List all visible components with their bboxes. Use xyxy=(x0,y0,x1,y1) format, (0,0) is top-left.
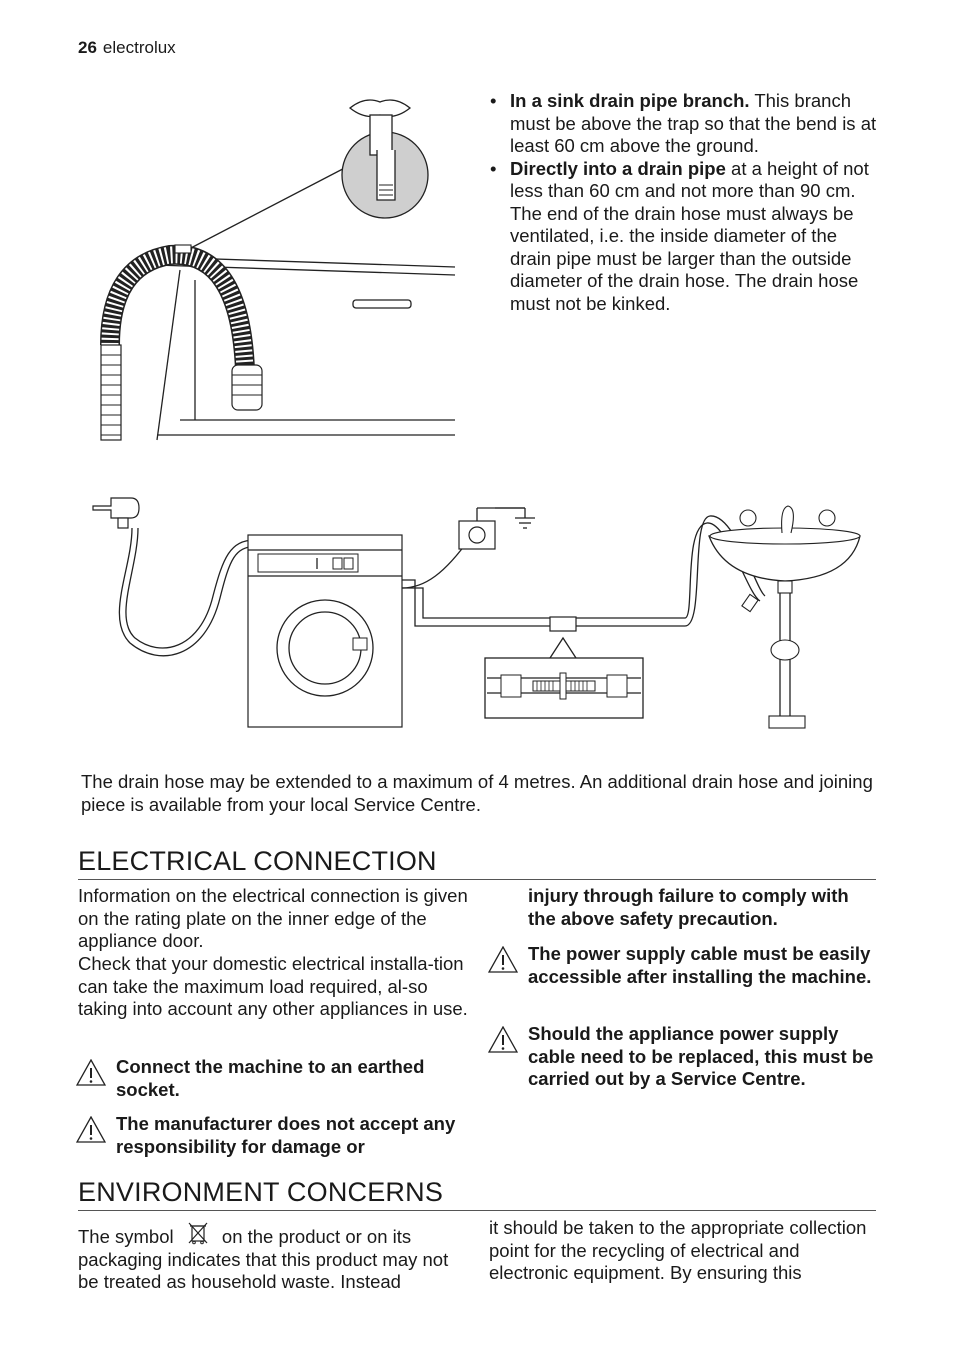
warning-manufacturer-continued: injury through failure to comply with the above safety precaution. xyxy=(528,885,849,929)
page-number: 26 xyxy=(78,38,97,57)
warning-earthed-socket: Connect the machine to an earthed socket. xyxy=(116,1056,476,1101)
warning-triangle-icon xyxy=(488,1026,518,1053)
electrical-paragraph-2: Check that your domestic electrical installa-tion can take the maximum load required, al-so taking into account any other appliances in use. xyxy=(78,953,468,1019)
warning-triangle-icon xyxy=(488,946,518,973)
environment-paragraph-1: The symbol on the product or on its packaging indicates that this product may not be treated as household waste. Instead xyxy=(78,1221,470,1294)
joining-piece-inset xyxy=(485,638,643,718)
page-header xyxy=(78,38,176,58)
warning-triangle-icon xyxy=(76,1116,106,1143)
list-item: • In a sink drain pipe branch. This branch must be above the trap so that the bend is at least 60 cm above the ground. xyxy=(490,90,880,158)
warning-accessible-cable: The power supply cable must be easily accessible after installing the machine. xyxy=(528,943,878,988)
installation-overview-illustration xyxy=(85,478,875,748)
warning-replace-cable: Should the appliance power supply cable need to be replaced, this must be carried out by a Service Centre. xyxy=(528,1023,878,1091)
power-socket-icon xyxy=(459,508,535,549)
list-item: • Directly into a drain pipe at a height of not less than 60 cm and not more than 90 cm. The end of the drain hose must always be ventilated, i.e. the inside diameter of the drain pipe must be larger than the outside diameter of the drain hose. The drain hose must not be kinked. xyxy=(490,158,880,316)
sink-drain-illustration xyxy=(95,90,465,450)
warning-manufacturer: The manufacturer does not accept any responsibility for damage or xyxy=(116,1113,476,1158)
warning-triangle-icon xyxy=(76,1059,106,1086)
sink-icon xyxy=(709,506,860,728)
environment-paragraph-2: it should be taken to the appropriate collection point for the recycling of electrical and electronic equipment. By ensuring this xyxy=(489,1217,867,1283)
crossed-bin-icon xyxy=(187,1221,209,1245)
electrical-heading: ELECTRICAL CONNECTION xyxy=(78,846,437,876)
electrical-paragraph-1: Information on the electrical connection is given on the rating plate on the inner edge of the appliance door. xyxy=(78,885,468,951)
section-divider xyxy=(78,879,876,880)
environment-heading: ENVIRONMENT CONCERNS xyxy=(78,1177,444,1207)
section-divider xyxy=(78,1210,876,1211)
washing-machine-icon xyxy=(248,535,402,727)
brand-name: electrolux xyxy=(102,38,176,57)
drain-options-list xyxy=(490,90,880,315)
extension-note: The drain hose may be extended to a maximum of 4 metres. An additional drain hose and joining piece is available from your local Service Centre. xyxy=(81,771,873,815)
water-tap-icon xyxy=(93,498,139,528)
